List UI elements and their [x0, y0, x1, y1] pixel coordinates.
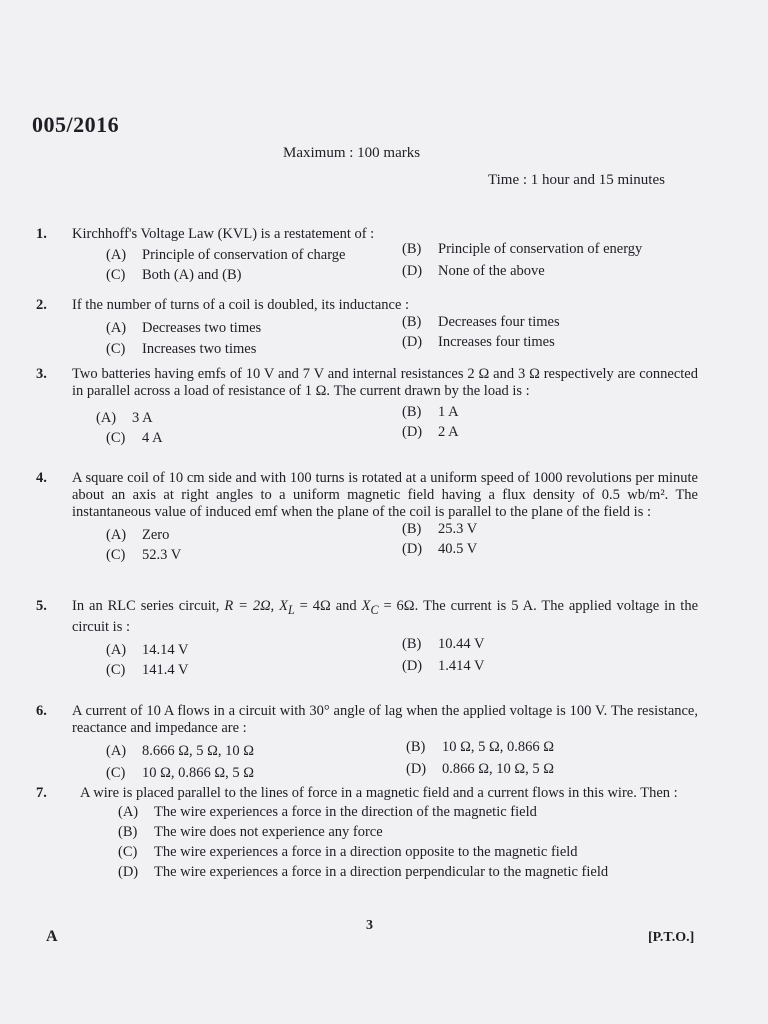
option-c: (C) The wire experiences a force in a direction opposite to the magnetic field	[118, 844, 578, 860]
time-allowed: Time : 1 hour and 15 minutes	[488, 172, 665, 188]
question-4	[36, 470, 698, 565]
question-2	[36, 297, 698, 358]
option-b: (B) The wire does not experience any force	[118, 824, 383, 840]
options	[106, 521, 698, 565]
question-number: 7.	[36, 785, 47, 801]
option-c: (C) 10 Ω, 0.866 Ω, 5 Ω	[106, 765, 255, 781]
option-a: (A) The wire experiences a force in the direction of the magnetic field	[118, 804, 537, 820]
question-text: If the number of turns of a coil is doubled, its inductance :	[72, 297, 410, 313]
question-1	[36, 226, 698, 287]
option-b: (B) 10 Ω, 5 Ω, 0.866 Ω	[406, 739, 555, 755]
options	[96, 404, 698, 446]
question-text: In an RLC series circuit, R = 2Ω, $X_L = 4\Omega$ and $X_C = 6\Omega$. The current is 5 A. The applied voltage in the circuit is :	[72, 598, 699, 635]
maximum-marks: Maximum : 100 marks	[283, 145, 421, 161]
option-a: (A) 14.14 V	[106, 641, 189, 658]
question-5	[36, 598, 698, 680]
page-number: 3	[366, 918, 373, 933]
question-number: 3.	[36, 366, 47, 382]
option-b: (B) 1 A	[402, 404, 459, 420]
question-7	[36, 785, 698, 884]
options	[106, 741, 698, 781]
option-a: (A) 8.666 Ω, 5 Ω, 10 Ω	[106, 743, 255, 759]
option-d: (D) Increases four times	[402, 334, 555, 350]
option-b: (B) 25.3 V	[402, 521, 478, 537]
option-d: (D) The wire experiences a force in a direction perpendicular to the magnetic field	[118, 864, 609, 880]
option-c: (C) 4 A	[106, 430, 163, 446]
question-number: 5.	[36, 598, 47, 614]
option-c: (C) 141.4 V	[106, 661, 189, 678]
question-number: 4.	[36, 470, 47, 486]
question-text: Two batteries having emfs of 10 V and 7 V and internal resistances 2 Ω and 3 Ω respectively are connected in parallel across a load of resistance of 1 Ω. The current drawn by the load is :	[72, 366, 698, 399]
option-a: (A) Zero	[106, 527, 170, 543]
option-c: (C) 52.3 V	[106, 547, 182, 563]
question-text: Kirchhoff's Voltage Law (KVL) is a restatement of :	[72, 226, 375, 242]
option-a: (A) Principle of conservation of charge	[106, 247, 346, 263]
option-d: (D) 40.5 V	[402, 541, 478, 557]
option-d: (D) 1.414 V	[402, 657, 485, 674]
question-number: 6.	[36, 703, 47, 719]
question-number: 1.	[36, 226, 47, 242]
question-text: A wire is placed parallel to the lines of force in a magnetic field and a current flows in this wire. Then :	[80, 785, 678, 801]
option-d: (D) 2 A	[402, 424, 459, 440]
please-turn-over: [P.T.O.]	[648, 930, 695, 945]
option-b: (B) Decreases four times	[402, 314, 560, 330]
option-c: (C) Both (A) and (B)	[106, 267, 242, 283]
option-d: (D) 0.866 Ω, 10 Ω, 5 Ω	[406, 761, 555, 777]
question-text: A square coil of 10 cm side and with 100 turns is rotated at a uniform speed of 1000 revolutions per minute about an axis at right angles to a uniform magnetic field having a flux density of 0.5 wb/m². The instantaneous value of induced emf when the plane of the coil is parallel to the plane of the field is :	[72, 470, 698, 520]
options	[118, 804, 698, 884]
options	[106, 241, 698, 287]
options	[106, 314, 698, 358]
option-b: (B) Principle of conservation of energy	[402, 241, 643, 257]
option-c: (C) Increases two times	[106, 341, 257, 357]
question-6	[36, 703, 698, 781]
series-letter: A	[46, 928, 58, 945]
question-3	[36, 366, 698, 444]
question-text: A current of 10 A flows in a circuit with 30° angle of lag when the applied voltage is 100 V. The resistance, reactance and impedance are :	[72, 703, 698, 736]
option-b: (B) 10.44 V	[402, 635, 485, 652]
option-d: (D) None of the above	[402, 263, 545, 279]
option-a: (A) Decreases two times	[106, 320, 262, 336]
options	[106, 635, 698, 680]
option-a: (A) 3 A	[96, 410, 153, 426]
question-number: 2.	[36, 297, 47, 313]
question-paper-code: 005/2016	[32, 112, 120, 137]
